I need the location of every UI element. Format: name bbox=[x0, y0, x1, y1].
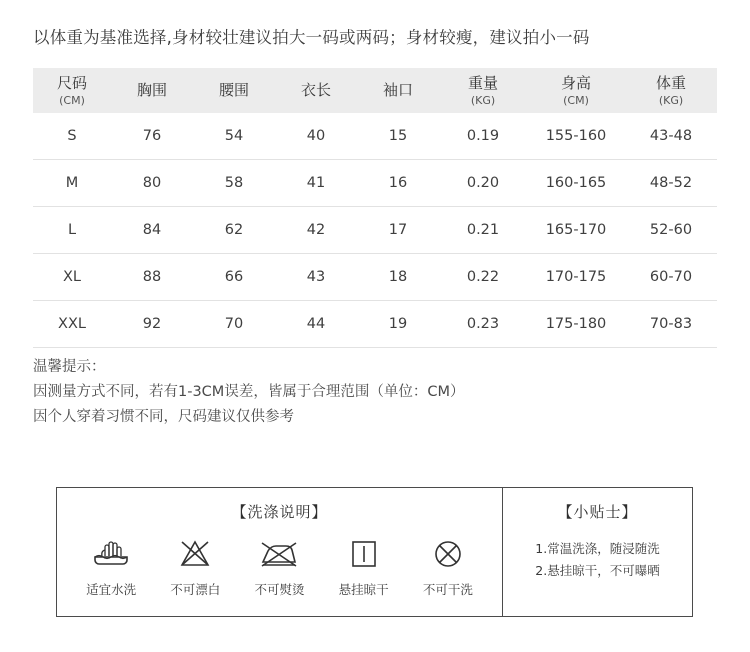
cell-bust: 80 bbox=[111, 160, 193, 207]
notes-line-1: 温馨提示： bbox=[33, 359, 106, 375]
tips-title: 【小贴士】 bbox=[557, 503, 638, 521]
cell-waist: 70 bbox=[193, 301, 275, 348]
cell-height: 155-160 bbox=[527, 113, 625, 160]
wash-icon-cell bbox=[154, 534, 236, 598]
hand-wash-label: 适宜水洗 bbox=[86, 582, 137, 597]
header-cell-size bbox=[33, 68, 111, 113]
table-row bbox=[33, 301, 717, 348]
table-row bbox=[33, 160, 717, 207]
header-cell-waist bbox=[193, 68, 275, 113]
no-dry-clean-icon bbox=[407, 534, 489, 574]
wash-instructions-panel bbox=[57, 488, 503, 616]
cell-bodyweight: 48-52 bbox=[625, 160, 717, 207]
cell-waist: 62 bbox=[193, 207, 275, 254]
header-cell-bodyweight bbox=[625, 68, 717, 113]
care-instructions-box bbox=[56, 487, 693, 617]
cell-cuff: 15 bbox=[357, 113, 439, 160]
header-label: 尺码 bbox=[56, 73, 87, 92]
header-label: 身高 bbox=[560, 73, 591, 92]
cell-length: 43 bbox=[275, 254, 357, 301]
cell-size: XL bbox=[33, 254, 111, 301]
cell-bust: 84 bbox=[111, 207, 193, 254]
tips-item: 1.常温洗涤，随浸随洗 bbox=[535, 541, 660, 556]
no-bleach-icon bbox=[154, 534, 236, 574]
cell-bodyweight: 52-60 bbox=[625, 207, 717, 254]
cell-length: 44 bbox=[275, 301, 357, 348]
hang-dry-label: 悬挂晾干 bbox=[338, 582, 389, 597]
table-row bbox=[33, 254, 717, 301]
size-table bbox=[33, 68, 717, 348]
cell-bodyweight: 43-48 bbox=[625, 113, 717, 160]
header-label: 重量 bbox=[467, 73, 498, 92]
headline-text: 以体重为基准选择,身材较壮建议拍大一码或两码；身材较瘦，建议拍小一码 bbox=[33, 28, 590, 47]
hand-wash-icon bbox=[70, 534, 152, 574]
wash-instructions-title: 【洗涤说明】 bbox=[231, 503, 328, 521]
wash-icon-cell bbox=[407, 534, 489, 598]
header-unit: (CM) bbox=[563, 93, 589, 107]
header-cell-weight bbox=[439, 68, 527, 113]
header-cell-height bbox=[527, 68, 625, 113]
header-cell-length bbox=[275, 68, 357, 113]
header-unit: (KG) bbox=[470, 93, 496, 107]
header-label: 衣长 bbox=[300, 81, 331, 100]
cell-cuff: 17 bbox=[357, 207, 439, 254]
cell-bodyweight: 70-83 bbox=[625, 301, 717, 348]
cell-bust: 76 bbox=[111, 113, 193, 160]
cell-weight: 0.20 bbox=[439, 160, 527, 207]
cell-height: 160-165 bbox=[527, 160, 625, 207]
cell-size: XXL bbox=[33, 301, 111, 348]
header-cell-bust bbox=[111, 68, 193, 113]
no-iron-label: 不可熨烫 bbox=[254, 582, 305, 597]
notes-line-2: 因测量方式不同，若有1-3CM误差，皆属于合理范围（单位：CM） bbox=[33, 384, 465, 400]
header-cell-cuff bbox=[357, 68, 439, 113]
hang-dry-icon bbox=[323, 534, 405, 574]
no-dry-clean-label: 不可干洗 bbox=[422, 582, 473, 597]
cell-height: 175-180 bbox=[527, 301, 625, 348]
table-row bbox=[33, 113, 717, 160]
tips-list bbox=[503, 538, 692, 582]
header-unit: (KG) bbox=[658, 93, 684, 107]
cell-size: S bbox=[33, 113, 111, 160]
size-table-head bbox=[33, 68, 717, 113]
table-header-row bbox=[33, 68, 717, 113]
tips-item: 2.悬挂晾干，不可曝晒 bbox=[535, 563, 660, 578]
cell-waist: 66 bbox=[193, 254, 275, 301]
table-row bbox=[33, 207, 717, 254]
cell-cuff: 18 bbox=[357, 254, 439, 301]
cell-bust: 88 bbox=[111, 254, 193, 301]
cell-size: M bbox=[33, 160, 111, 207]
cell-weight: 0.22 bbox=[439, 254, 527, 301]
notes-block bbox=[33, 355, 464, 430]
cell-weight: 0.19 bbox=[439, 113, 527, 160]
cell-length: 41 bbox=[275, 160, 357, 207]
wash-icon-row bbox=[57, 534, 502, 598]
tips-panel bbox=[503, 488, 692, 616]
cell-height: 165-170 bbox=[527, 207, 625, 254]
cell-waist: 54 bbox=[193, 113, 275, 160]
no-iron-icon bbox=[238, 534, 320, 574]
wash-icon-cell bbox=[238, 534, 320, 598]
cell-waist: 58 bbox=[193, 160, 275, 207]
header-label: 胸围 bbox=[136, 81, 167, 100]
cell-cuff: 16 bbox=[357, 160, 439, 207]
notes-line-3: 因个人穿着习惯不同，尺码建议仅供参考 bbox=[33, 409, 294, 425]
header-label: 袖口 bbox=[382, 81, 413, 100]
wash-icon-cell bbox=[323, 534, 405, 598]
cell-size: L bbox=[33, 207, 111, 254]
header-unit: (CM) bbox=[59, 93, 85, 107]
wash-icon-cell bbox=[70, 534, 152, 598]
header-label: 体重 bbox=[655, 73, 686, 92]
cell-height: 170-175 bbox=[527, 254, 625, 301]
size-table-body bbox=[33, 113, 717, 348]
cell-length: 40 bbox=[275, 113, 357, 160]
cell-cuff: 19 bbox=[357, 301, 439, 348]
cell-weight: 0.21 bbox=[439, 207, 527, 254]
cell-length: 42 bbox=[275, 207, 357, 254]
no-bleach-label: 不可漂白 bbox=[170, 582, 221, 597]
cell-bust: 92 bbox=[111, 301, 193, 348]
cell-weight: 0.23 bbox=[439, 301, 527, 348]
header-label: 腰围 bbox=[218, 81, 249, 100]
cell-bodyweight: 60-70 bbox=[625, 254, 717, 301]
